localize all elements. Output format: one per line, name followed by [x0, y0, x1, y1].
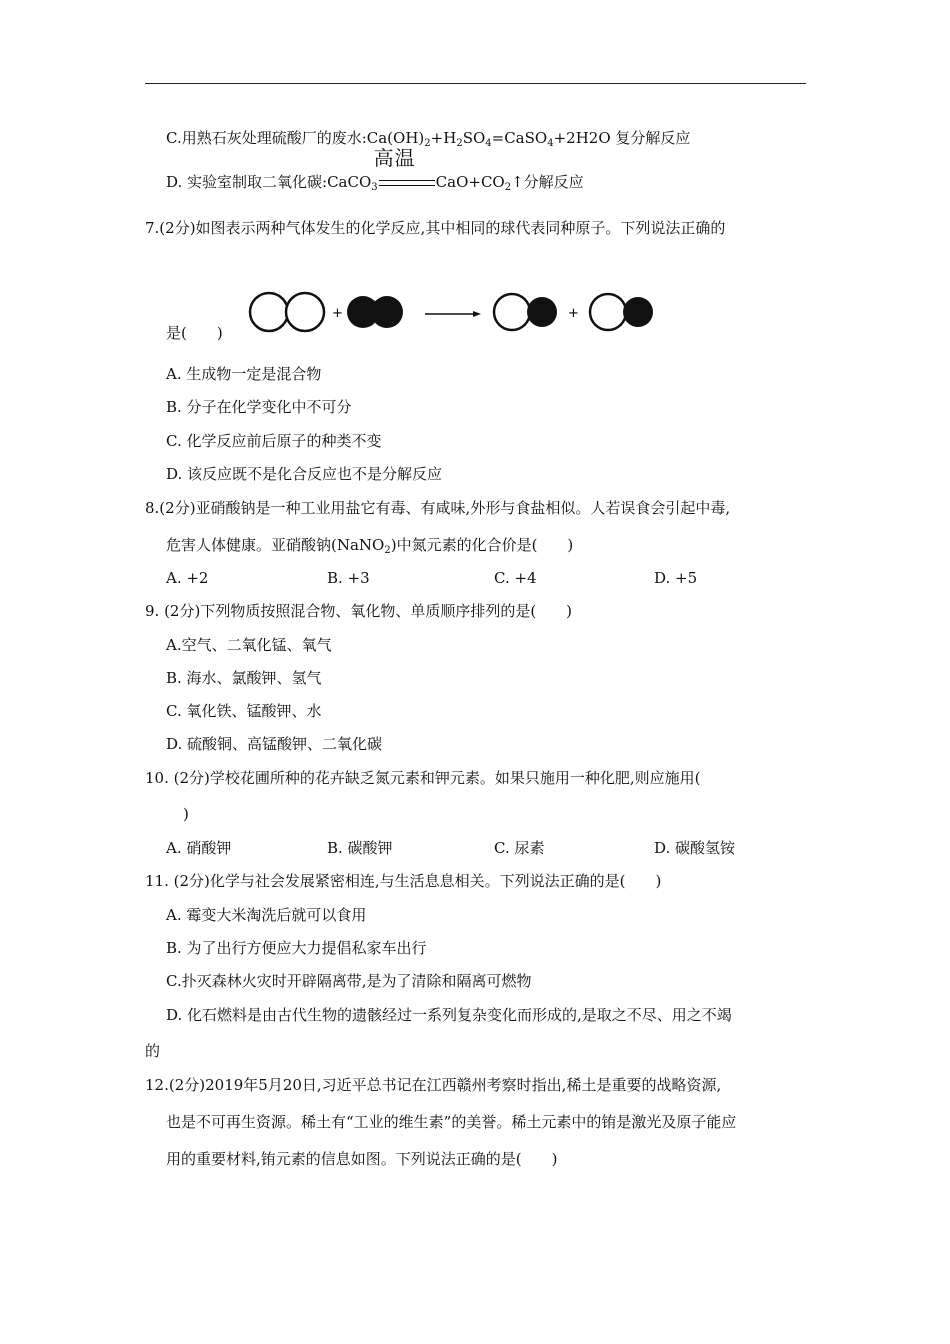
q8-text: )中氮元素的化合价是( )	[390, 536, 574, 554]
gas-arrow-icon: ↑	[511, 173, 524, 191]
q8-stem-line2	[166, 535, 573, 555]
q11-option-c: C.扑灭森林火灾时开辟隔离带,是为了清除和隔离可燃物	[166, 972, 532, 990]
q10-option-a: A. 硝酸钾	[166, 839, 232, 857]
q6-c-text: +H	[430, 129, 457, 147]
q6-d-text: 分解反应	[523, 173, 584, 191]
q10-option-c: C. 尿素	[494, 839, 545, 857]
condition-label: 高温	[373, 146, 416, 170]
reactant-molecule-white	[250, 293, 324, 331]
q9-option-d: D. 硫酸铜、高锰酸钾、二氧化碳	[166, 735, 383, 753]
q6-c-sub: 4	[547, 138, 554, 149]
q6-c-text: C.用熟石灰处理硫酸厂的废水:Ca(OH)	[166, 129, 425, 147]
q10-stem-line2: )	[183, 805, 189, 823]
q6-c-text: =CaSO	[491, 129, 548, 147]
q12-stem-line1: 12.(2分)2019年5月20日,习近平总书记在江西赣州考察时指出,稀土是重要的战略资源,	[145, 1076, 722, 1094]
q7-option-b: B. 分子在化学变化中不可分	[166, 398, 352, 416]
q8-text: 危害人体健康。亚硝酸钠(NaNO	[166, 536, 385, 554]
q9-option-c: C. 氧化铁、锰酸钾、水	[166, 702, 322, 720]
q8-option-c: C. +4	[494, 569, 537, 587]
q11-option-b: B. 为了出行方便应大力提倡私家车出行	[166, 939, 427, 957]
q6-d-text: CaO+CO	[435, 173, 505, 191]
q6-c-sub: 4	[485, 138, 492, 149]
reaction-arrow-icon	[425, 311, 481, 317]
q6-c-sub: 2	[456, 138, 463, 149]
q7-stem: 7.(2分)如图表示两种气体发生的化学反应,其中相同的球代表同种原子。下列说法正确的	[145, 219, 726, 237]
q10-option-b: B. 碳酸钾	[327, 839, 393, 857]
q11-stem: 11. (2分)化学与社会发展紧密相连,与生活息息相关。下列说法正确的是( )	[145, 872, 662, 890]
q6-option-d	[166, 146, 584, 193]
q6-d-sub: 2	[504, 182, 512, 193]
q7-option-c: C. 化学反应前后原子的种类不变	[166, 432, 382, 450]
q11-option-a: A. 霉变大米淘洗后就可以食用	[166, 906, 367, 924]
q11-option-d-cont: 的	[145, 1042, 161, 1060]
q8-stem-line1: 8.(2分)亚硝酸钠是一种工业用盐它有毒、有咸味,外形与食盐相似。人若误食会引起中毒,	[145, 499, 731, 517]
q9-option-b: B. 海水、氯酸钾、氢气	[166, 669, 322, 687]
plus-sign: +	[568, 306, 579, 321]
reaction-diagram	[245, 287, 665, 337]
q6-c-text: +2H2O 复分解反应	[553, 129, 691, 147]
q12-stem-line2: 也是不可再生资源。稀土有“工业的维生素”的美誉。稀土元素中的铕是激光及原子能应	[166, 1113, 737, 1131]
product-molecule-1	[494, 294, 557, 330]
q6-d-text: D. 实验室制取二氧化碳:CaCO	[166, 173, 372, 191]
q9-option-a: A.空气、二氧化锰、氧气	[166, 636, 332, 654]
q12-stem-line3: 用的重要材料,铕元素的信息如图。下列说法正确的是( )	[166, 1150, 558, 1168]
header-rule	[145, 83, 806, 84]
q8-sub: 2	[384, 545, 391, 556]
q8-option-b: B. +3	[327, 569, 370, 587]
reaction-condition	[373, 146, 436, 192]
q7-option-a: A. 生成物一定是混合物	[166, 365, 322, 383]
plus-sign: +	[332, 306, 343, 321]
q10-stem-line1: 10. (2分)学校花圃所种的花卉缺乏氮元素和钾元素。如果只施用一种化肥,则应施用(	[145, 769, 701, 787]
reactant-molecule-black	[347, 296, 403, 328]
q9-stem: 9. (2分)下列物质按照混合物、氧化物、单质顺序排列的是( )	[145, 602, 573, 620]
q7-option-d: D. 该反应既不是化合反应也不是分解反应	[166, 465, 443, 483]
q6-c-sub: 2	[424, 138, 431, 149]
q10-option-d: D. 碳酸氢铵	[654, 839, 736, 857]
q11-option-d: D. 化石燃料是由古代生物的遗骸经过一系列复杂变化而形成的,是取之不尽、用之不竭	[166, 1006, 732, 1024]
q6-option-c	[166, 128, 690, 148]
q6-d-sub: 3	[371, 182, 378, 193]
q7-stem-end: 是( )	[166, 324, 223, 342]
equals-bar	[379, 180, 435, 186]
q8-option-a: A. +2	[166, 569, 209, 587]
q8-option-d: D. +5	[654, 569, 698, 587]
product-molecule-2	[590, 294, 653, 330]
q6-c-text: SO	[462, 129, 486, 147]
